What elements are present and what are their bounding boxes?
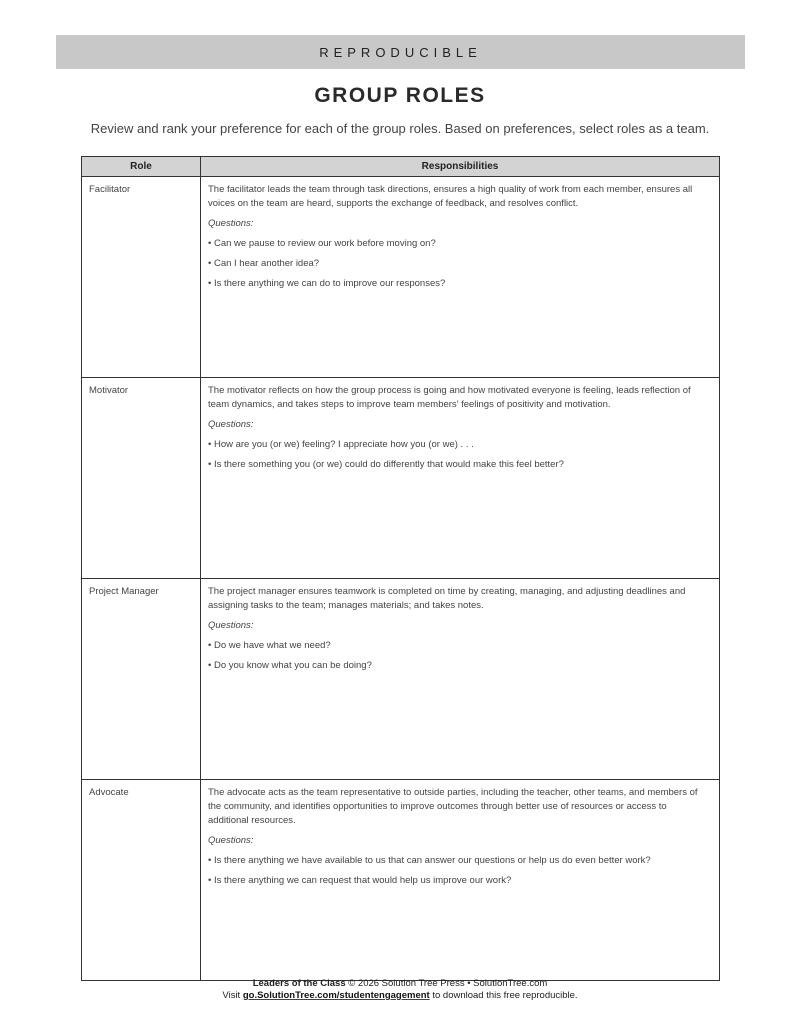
role-description: The facilitator leads the team through task directions, ensures a high quality of work from each member, ensures all voices on the team are heard, supports the exchange of feedback, and resolves conflict. (208, 184, 693, 209)
question-item: • Is there something you (or we) could do differently that would make this feel better? (208, 459, 564, 470)
visit-text: Visit (222, 990, 241, 1001)
header-responsibilities: Responsibilities (201, 157, 720, 177)
responsibilities-cell (201, 579, 720, 780)
table-row-motivator (82, 378, 720, 579)
role-name: Advocate (82, 780, 201, 981)
question-item: • Do you know what you can be doing? (208, 660, 372, 671)
table-row-facilitator (82, 177, 720, 378)
table-row-advocate (82, 780, 720, 981)
reproducible-banner (56, 35, 745, 69)
questions-label: Questions: (208, 620, 254, 631)
page-footer (0, 978, 800, 1002)
role-name: Facilitator (82, 177, 201, 378)
footer-line-2 (0, 990, 800, 1002)
footer-line-1 (0, 978, 800, 990)
copyright-text: © 2026 Solution Tree Press • SolutionTree.com (348, 978, 548, 989)
role-name: Project Manager (82, 579, 201, 780)
banner-label: REPRODUCIBLE (319, 44, 482, 60)
intro-text: Review and rank your preference for each of the group roles. Based on preferences, select roles as a team. (90, 121, 710, 136)
question-item: • Do we have what we need? (208, 640, 331, 651)
role-description: The motivator reflects on how the group process is going and how motivated everyone is feeling, leads reflection of team dynamics, and takes steps to improve team members’ feelings of positivity and motivation. (208, 385, 691, 410)
question-item: • Is there anything we have available to us that can answer our questions or help us do even better work? (208, 855, 651, 866)
download-link[interactable]: go.SolutionTree.com/studentengagement (242, 990, 430, 1001)
role-description: The advocate acts as the team representative to outside parties, including the teacher, other teams, and members of the community, and identifies opportunities to improve outcomes through better use of resources or access to additional resources. (208, 787, 698, 826)
question-item: • Can I hear another idea? (208, 258, 320, 269)
book-title: Leaders of the Class (252, 978, 346, 989)
header-role: Role (82, 157, 201, 177)
roles-table (81, 156, 720, 981)
table-header-row (82, 157, 720, 177)
table-row-project-manager (82, 579, 720, 780)
question-item: • Is there anything we can do to improve our responses? (208, 278, 446, 289)
questions-label: Questions: (208, 218, 254, 229)
role-name: Motivator (82, 378, 201, 579)
role-description: The project manager ensures teamwork is completed on time by creating, managing, and adjusting deadlines and assigning tasks to the team; manages materials; and takes notes. (208, 586, 686, 611)
page-title: GROUP ROLES (314, 84, 486, 107)
questions-label: Questions: (208, 835, 254, 846)
questions-label: Questions: (208, 419, 254, 430)
responsibilities-cell (201, 177, 720, 378)
responsibilities-cell (201, 378, 720, 579)
question-item: • How are you (or we) feeling? I appreciate how you (or we) . . . (208, 439, 474, 450)
download-suffix: to download this free reproducible. (432, 990, 578, 1001)
responsibilities-cell (201, 780, 720, 981)
question-item: • Can we pause to review our work before moving on? (208, 238, 436, 249)
question-item: • Is there anything we can request that would help us improve our work? (208, 875, 512, 886)
